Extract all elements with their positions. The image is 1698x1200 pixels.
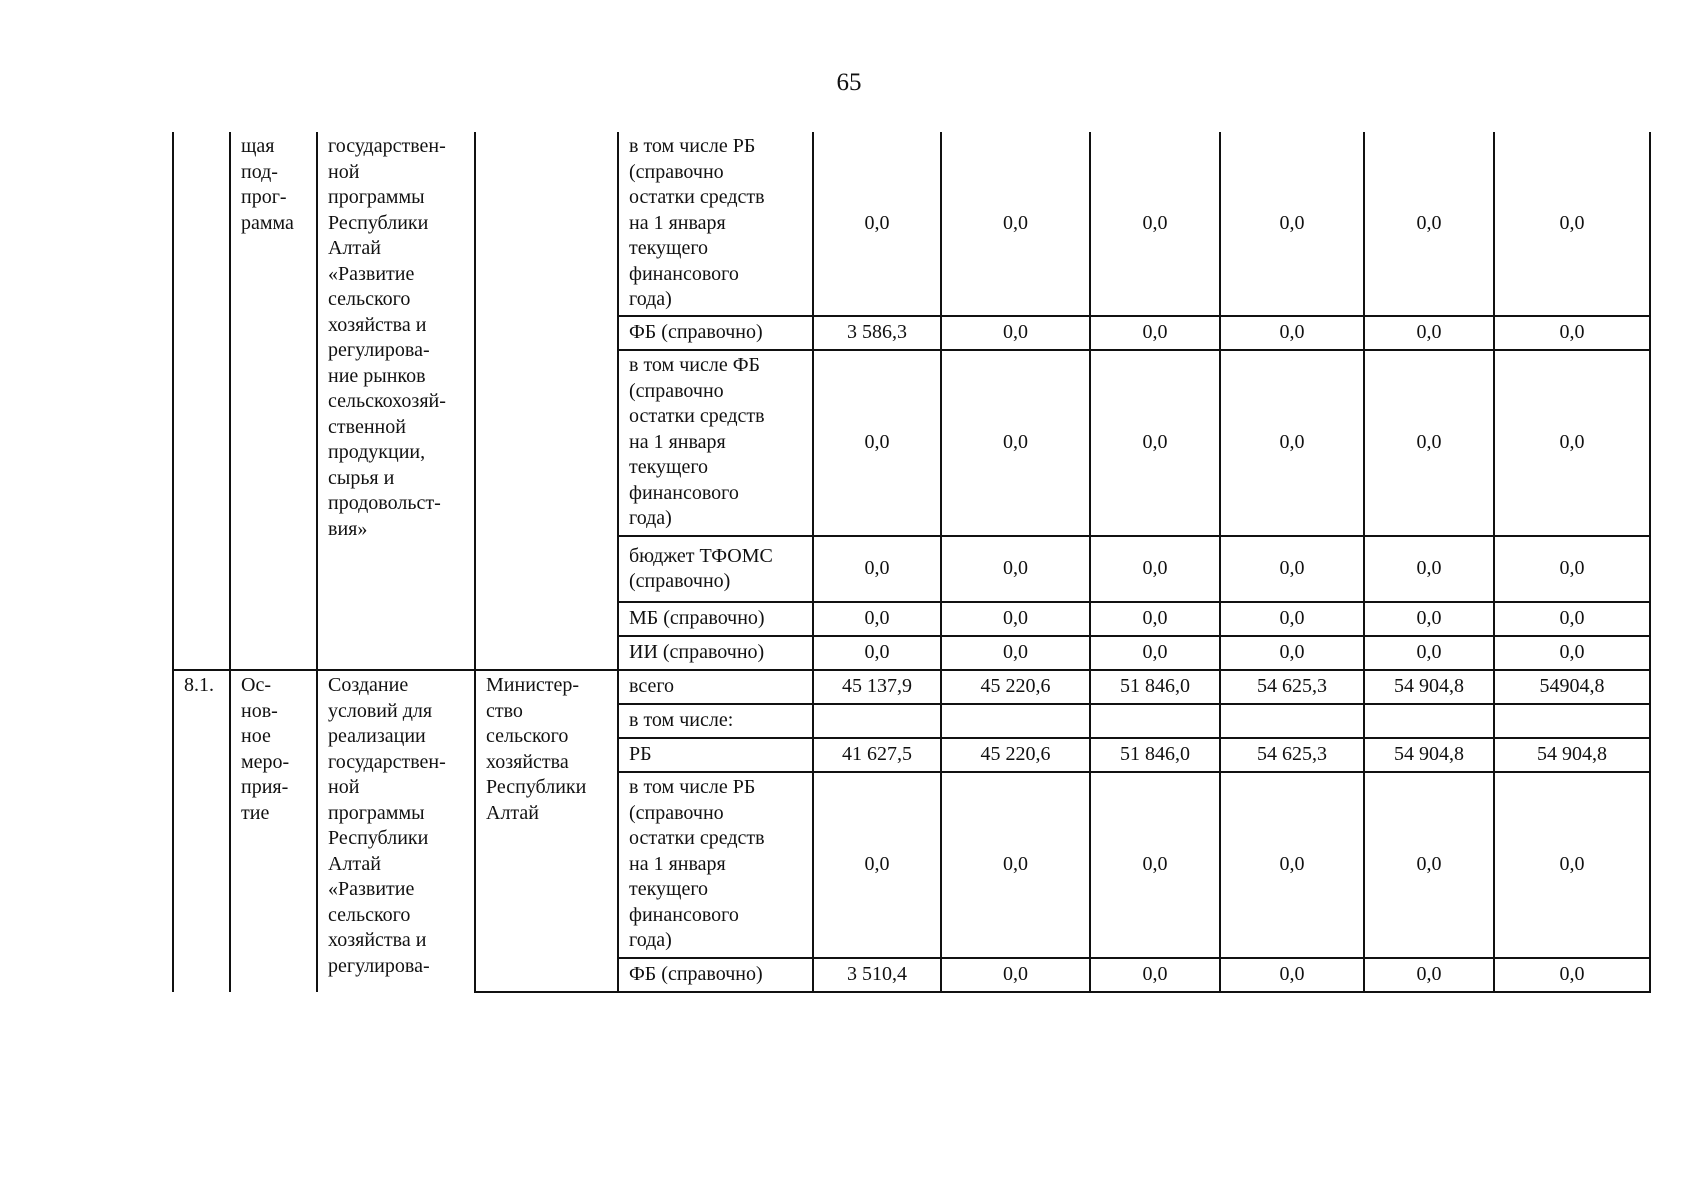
value-cell: 3 586,3 [813,316,941,350]
funding-source-cell: ФБ (справочно) [618,316,813,350]
executor-cell [475,132,618,670]
row-number-cell: 8.1. [173,670,230,992]
value-cell [813,704,941,738]
value-cell: 51 846,0 [1090,670,1220,704]
value-cell: 3 510,4 [813,958,941,992]
item-type-cell: щая под- прог- рамма [230,132,317,670]
value-cell: 0,0 [941,772,1090,958]
value-cell [941,704,1090,738]
value-cell: 0,0 [1090,132,1220,316]
value-cell: 0,0 [1494,958,1650,992]
value-cell: 0,0 [1090,772,1220,958]
value-cell: 0,0 [1364,772,1494,958]
value-cell [1494,704,1650,738]
table-row [173,670,1650,704]
value-cell: 0,0 [1220,536,1364,602]
value-cell: 0,0 [941,350,1090,536]
value-cell [1220,704,1364,738]
item-name-cell: Создание условий для реализации государствен- ной программы Республики Алтай «Развитие сельского хозяйства и регулирова- [317,670,475,992]
funding-source-cell: в том числе РБ (справочно остатки средств на 1 января текущего финансового года) [618,132,813,316]
value-cell: 0,0 [1364,602,1494,636]
row-number-cell [173,132,230,670]
value-cell: 0,0 [813,602,941,636]
value-cell: 0,0 [1494,316,1650,350]
value-cell: 54 904,8 [1364,738,1494,772]
value-cell: 0,0 [1090,958,1220,992]
value-cell: 0,0 [813,132,941,316]
value-cell: 0,0 [941,316,1090,350]
value-cell: 0,0 [1090,316,1220,350]
value-cell: 0,0 [1364,636,1494,670]
value-cell: 0,0 [813,636,941,670]
value-cell: 0,0 [1364,350,1494,536]
funding-source-cell: в том числе ФБ (справочно остатки средств на 1 января текущего финансового года) [618,350,813,536]
funding-source-cell: ФБ (справочно) [618,958,813,992]
value-cell: 0,0 [941,958,1090,992]
budget-table [172,132,1651,993]
value-cell: 0,0 [941,132,1090,316]
item-name-cell: государствен- ной программы Республики Алтай «Развитие сельского хозяйства и регулирова- ние рынков сельскохозяй- ственной продукции, сырья и продовольст- вия» [317,132,475,670]
page-number: 65 [836,69,862,96]
value-cell: 0,0 [1364,316,1494,350]
value-cell: 54 904,8 [1364,670,1494,704]
value-cell: 0,0 [1090,602,1220,636]
funding-source-cell: в том числе: [618,704,813,738]
value-cell: 41 627,5 [813,738,941,772]
value-cell: 0,0 [813,350,941,536]
value-cell: 0,0 [941,636,1090,670]
value-cell: 0,0 [941,536,1090,602]
funding-source-cell: бюджет ТФОМС (справочно) [618,536,813,602]
value-cell: 0,0 [1220,350,1364,536]
table-row [173,132,1650,316]
value-cell: 54 625,3 [1220,738,1364,772]
value-cell: 45 220,6 [941,670,1090,704]
value-cell [1090,704,1220,738]
value-cell: 45 220,6 [941,738,1090,772]
value-cell: 0,0 [1220,636,1364,670]
value-cell: 0,0 [1220,316,1364,350]
value-cell: 54 625,3 [1220,670,1364,704]
value-cell: 45 137,9 [813,670,941,704]
funding-source-cell: в том числе РБ (справочно остатки средств на 1 января текущего финансового года) [618,772,813,958]
value-cell: 0,0 [1364,958,1494,992]
funding-source-cell: всего [618,670,813,704]
value-cell: 0,0 [1220,772,1364,958]
item-type-cell: Ос- нов- ное меро- прия- тие [230,670,317,992]
funding-source-cell: МБ (справочно) [618,602,813,636]
value-cell: 0,0 [1494,636,1650,670]
value-cell: 0,0 [1494,772,1650,958]
value-cell: 54 904,8 [1494,738,1650,772]
value-cell: 0,0 [813,772,941,958]
value-cell: 0,0 [1364,132,1494,316]
value-cell: 51 846,0 [1090,738,1220,772]
value-cell: 0,0 [1494,536,1650,602]
value-cell: 0,0 [1494,602,1650,636]
value-cell [1364,704,1494,738]
value-cell: 0,0 [1220,958,1364,992]
value-cell: 0,0 [1220,602,1364,636]
value-cell: 0,0 [1090,636,1220,670]
value-cell: 0,0 [1090,350,1220,536]
funding-source-cell: РБ [618,738,813,772]
value-cell: 0,0 [1494,350,1650,536]
value-cell: 54904,8 [1494,670,1650,704]
executor-cell: Министер- ство сельского хозяйства Республики Алтай [475,670,618,992]
value-cell: 0,0 [1494,132,1650,316]
value-cell: 0,0 [941,602,1090,636]
value-cell: 0,0 [1220,132,1364,316]
value-cell: 0,0 [1090,536,1220,602]
funding-source-cell: ИИ (справочно) [618,636,813,670]
value-cell: 0,0 [1364,536,1494,602]
value-cell: 0,0 [813,536,941,602]
